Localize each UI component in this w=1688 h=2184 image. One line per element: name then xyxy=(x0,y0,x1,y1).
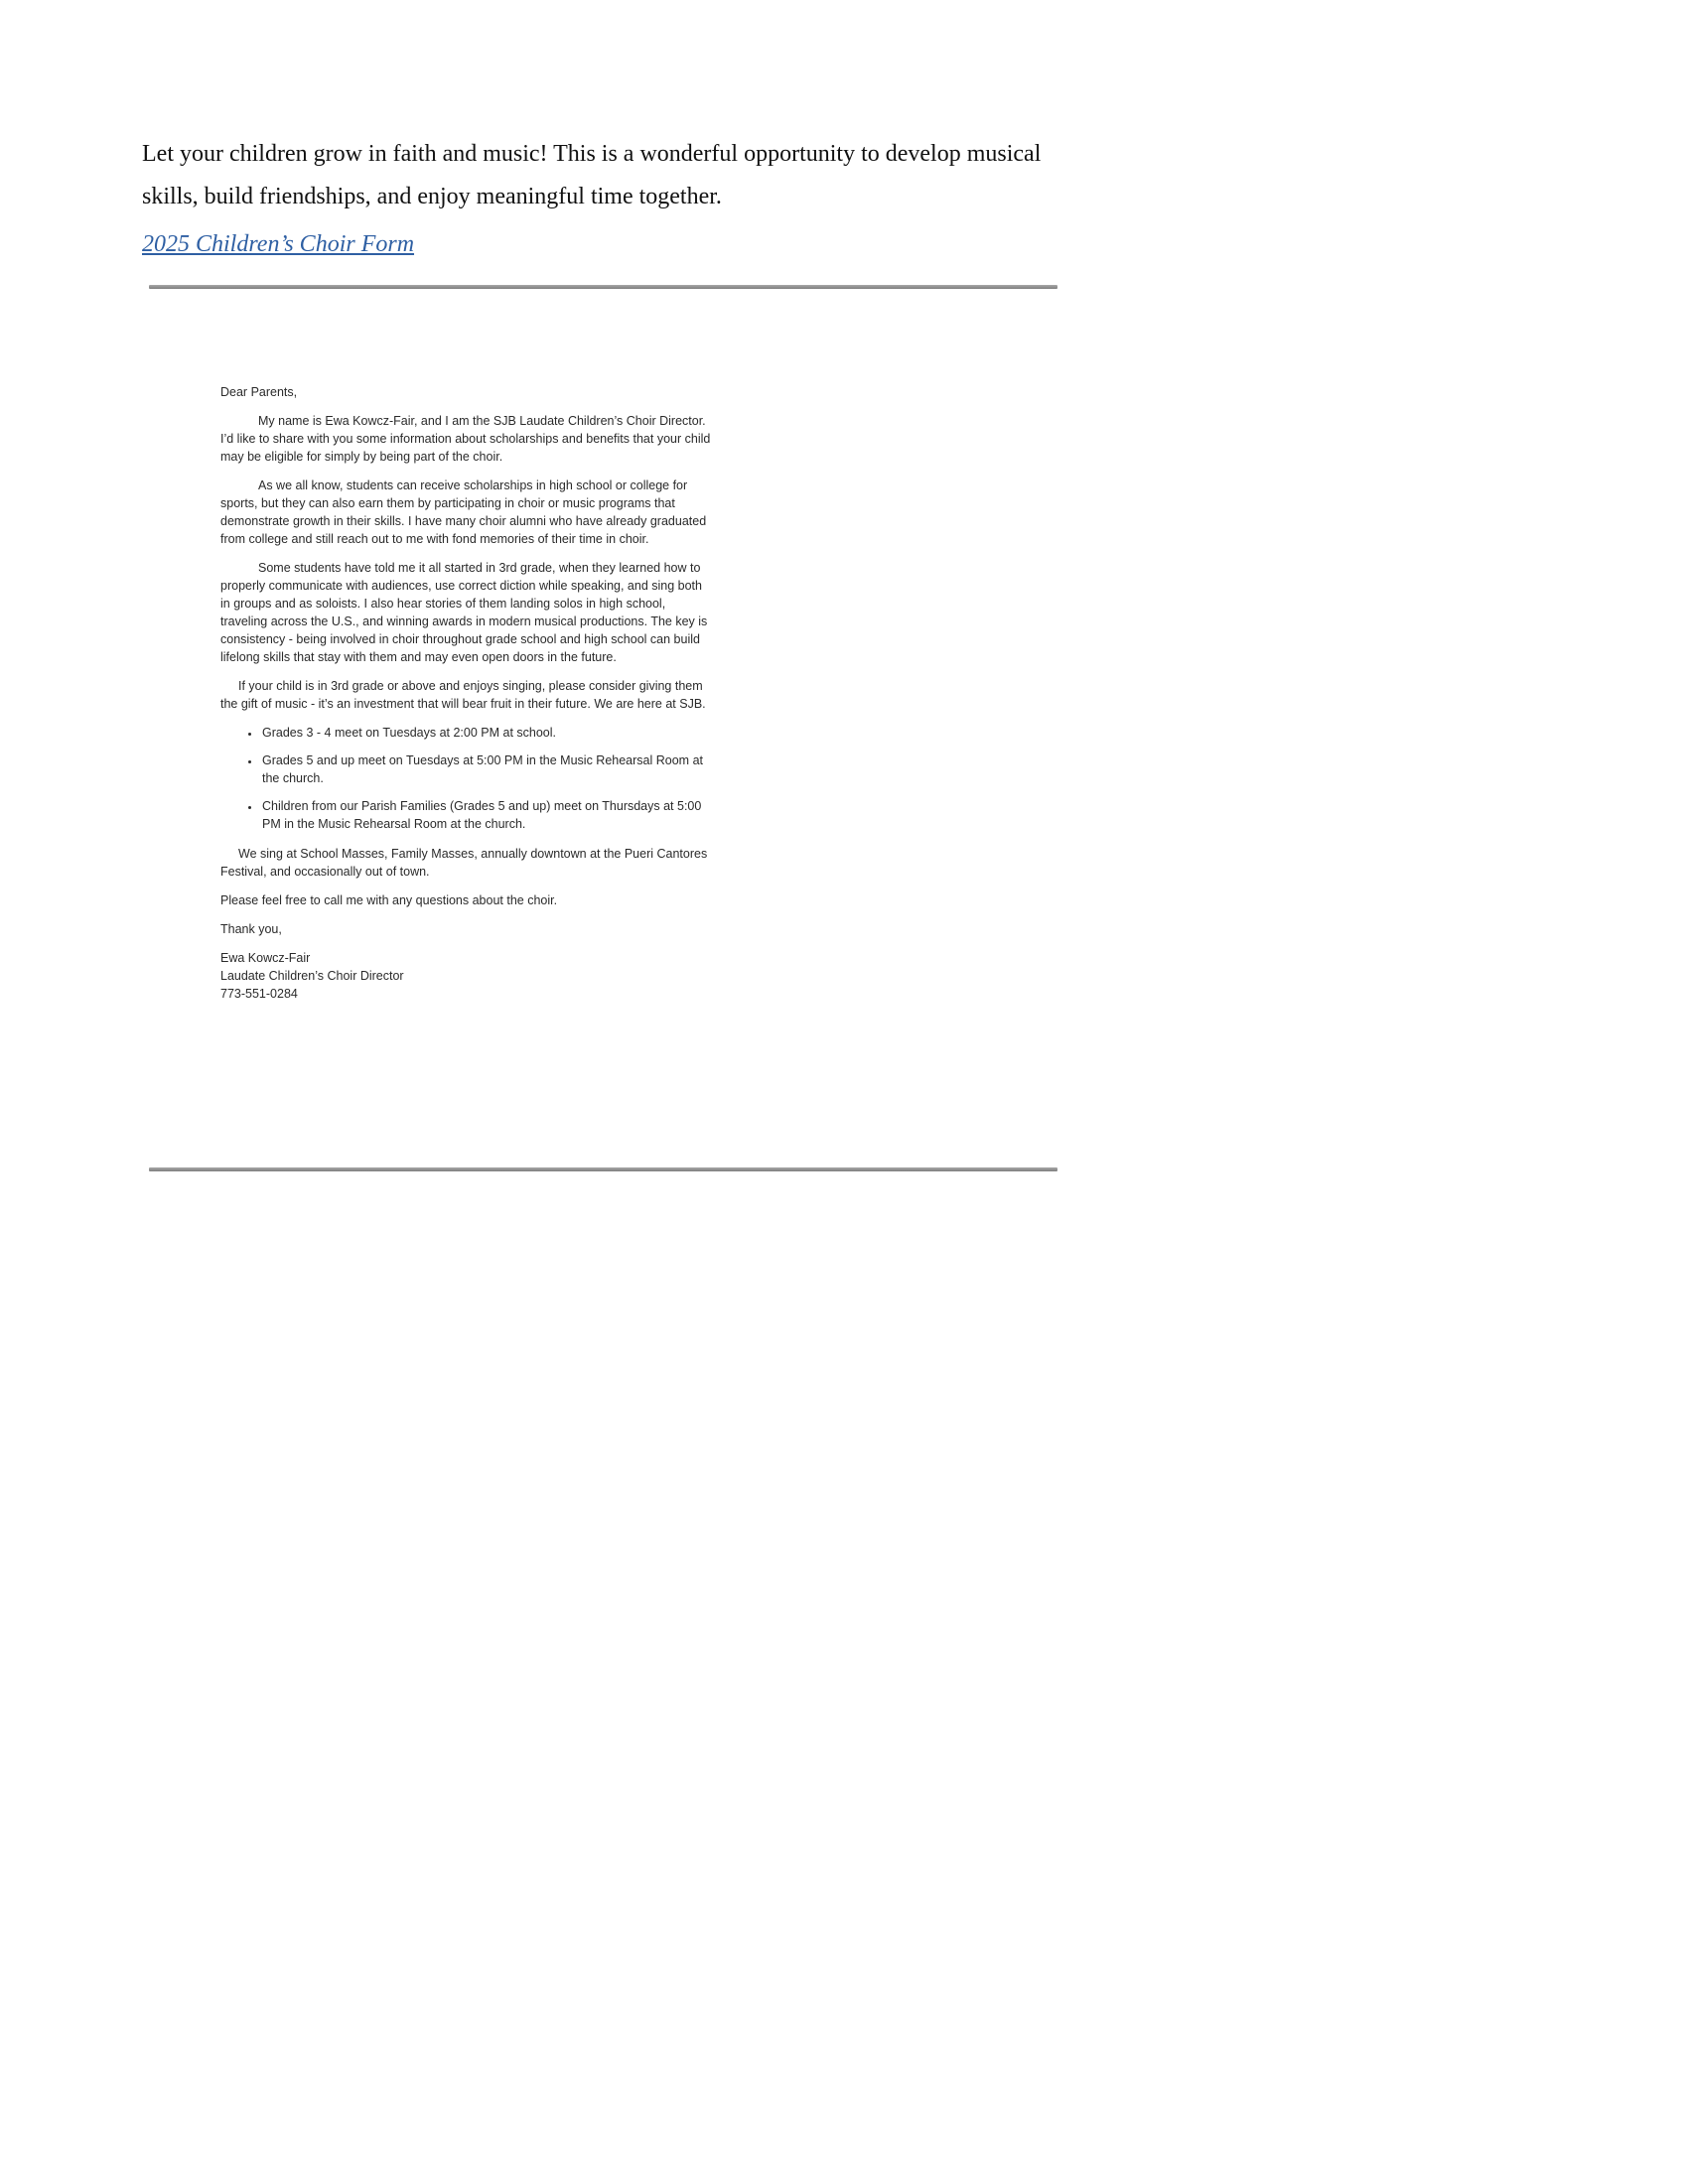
letter-paragraph: We sing at School Masses, Family Masses, annually downtown at the Pueri Cantores Festival, and occasionally out of town. xyxy=(220,847,708,879)
signature-phone: 773-551-0284 xyxy=(220,987,298,1001)
choir-form-link[interactable]: 2025 Children’s Choir Form xyxy=(142,231,415,257)
letter-paragraph: As we all know, students can receive scholarships in high school or college for sports, but they can also earn them by participating in choir or music programs that demonstrate growth in their skills. I have many choir alumni who have already graduated from college and still reach out to me with fond memories of their time in choir. xyxy=(220,478,707,546)
embedded-letter xyxy=(220,383,715,1003)
divider-bottom xyxy=(149,1167,1057,1171)
divider-top xyxy=(149,285,1057,289)
signature-name: Ewa Kowcz-Fair xyxy=(220,951,311,965)
letter-paragraph: If your child is in 3rd grade or above and enjoys singing, please consider giving them the gift of music - it’s an investment that will bear fruit in their future. We are here at SJB. xyxy=(220,679,706,711)
signature-title: Laudate Children’s Choir Director xyxy=(220,969,404,983)
letter-thanks: Thank you, xyxy=(220,922,282,936)
letter-signature xyxy=(220,949,715,1003)
letter-paragraph: Please feel free to call me with any questions about the choir. xyxy=(220,893,558,907)
intro-section xyxy=(142,133,1075,260)
schedule-list xyxy=(220,724,715,833)
letter-salutation: Dear Parents, xyxy=(220,385,298,399)
letter-paragraph: My name is Ewa Kowcz-Fair, and I am the SJB Laudate Children’s Choir Director. I’d like to share with you some information about scholarships and benefits that your child may be eligible for simply by being part of the choir. xyxy=(220,414,711,464)
letter-paragraph: Some students have told me it all started in 3rd grade, when they learned how to properly communicate with audiences, use correct diction while speaking, and sing both in groups and as soloists. I also hear stories of them landing solos in high school, traveling across the U.S., and winning awards in modern musical productions. The key is consistency - being involved in choir throughout grade school and high school can build lifelong skills that stay with them and may even open doors in the future. xyxy=(220,561,708,664)
list-item: • Grades 3 - 4 meet on Tuesdays at 2:00 PM at school. xyxy=(260,724,715,742)
list-item: • Grades 5 and up meet on Tuesdays at 5:00 PM in the Music Rehearsal Room at the church. xyxy=(260,751,715,787)
intro-paragraph: Let your children grow in faith and music! This is a wonderful opportunity to develop musical skills, build friendships, and enjoy meaningful time together. xyxy=(142,141,1042,209)
list-item: • Children from our Parish Families (Grades 5 and up) meet on Thursdays at 5:00 PM in the Music Rehearsal Room at the church. xyxy=(260,797,715,833)
